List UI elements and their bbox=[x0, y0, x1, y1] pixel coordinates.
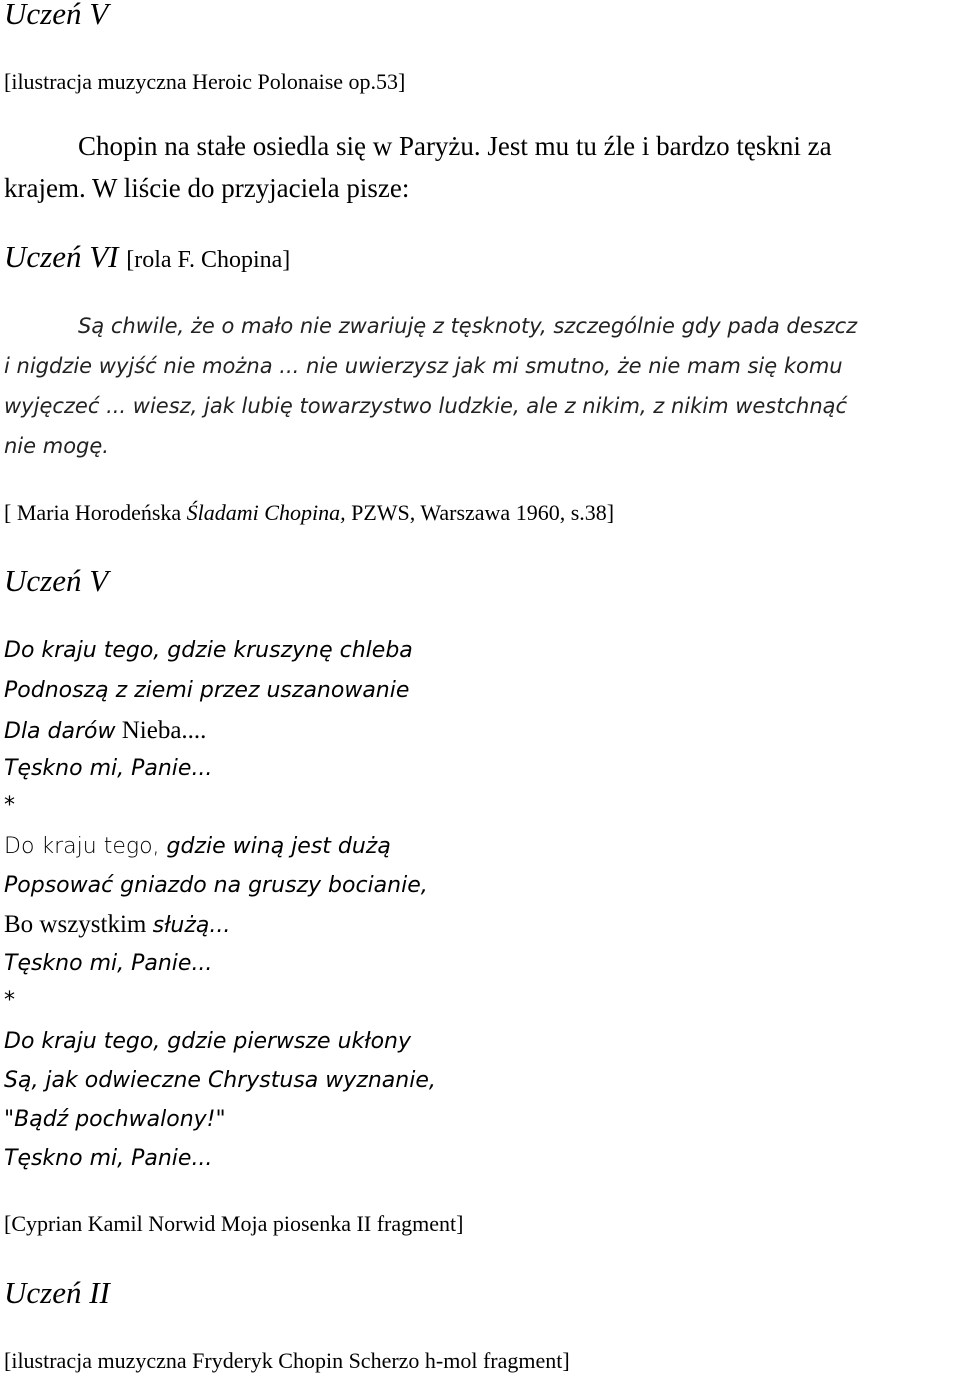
letter-quote-line: i nigdzie wyjść nie można ... nie uwierzysz jak mi smutno, że nie mam się komu bbox=[4, 354, 843, 378]
speaker-role: [rola F. Chopina] bbox=[126, 247, 291, 273]
poem-line: Są, jak odwieczne Chrystusa wyznanie, bbox=[4, 1068, 436, 1093]
poem-fragment: Dla darów bbox=[4, 719, 116, 744]
citation-publisher: PZWS, Warszawa 1960, s.38] bbox=[345, 500, 615, 525]
poem-fragment: służą... bbox=[152, 913, 231, 938]
poem-fragment: Nieba.... bbox=[115, 717, 207, 744]
speaker-heading: Uczeń V bbox=[4, 563, 109, 598]
speaker-heading: Uczeń V bbox=[4, 0, 109, 31]
poem-fragment: Do kraju tego, bbox=[4, 834, 167, 859]
speaker-heading: Uczeń II bbox=[4, 1275, 110, 1310]
letter-quote-line: nie mogę. bbox=[4, 434, 109, 458]
poem-fragment: gdzie winą jest dużą bbox=[166, 834, 391, 859]
poem-line: Do kraju tego, gdzie pierwsze ukłony bbox=[4, 1029, 412, 1054]
poem-refrain: Tęskno mi, Panie... bbox=[4, 1146, 213, 1171]
citation-book-title: Śladami Chopina, bbox=[186, 500, 346, 525]
poem-fragment: Bo wszystkim bbox=[4, 911, 153, 938]
stage-note: [Cyprian Kamil Norwid Moja piosenka II fragment] bbox=[4, 1211, 464, 1236]
stage-note: [ilustracja muzyczna Fryderyk Chopin Scherzo h-mol fragment] bbox=[4, 1348, 570, 1373]
speaker-name: Uczeń VI bbox=[4, 239, 119, 274]
poem-line: Do kraju tego, gdzie kruszynę chleba bbox=[4, 638, 413, 663]
poem-line bbox=[4, 912, 230, 937]
citation bbox=[4, 502, 614, 524]
letter-quote-line: Są chwile, że o mało nie zwariuję z tęsknoty, szczególnie gdy pada deszcz bbox=[78, 314, 858, 338]
stanza-separator: * bbox=[4, 793, 15, 818]
poem-line: Podnoszą z ziemi przez uszanowanie bbox=[4, 678, 410, 703]
poem-line: Popsować gniazdo na gruszy bocianie, bbox=[4, 873, 428, 898]
letter-quote-line: wyjęczeć ... wiesz, jak lubię towarzystwo ludzkie, ale z nikim, z nikim westchnąć bbox=[4, 394, 848, 418]
citation-author: [ Maria Horodeńska bbox=[4, 500, 187, 525]
poem-refrain: Tęskno mi, Panie... bbox=[4, 951, 213, 976]
stanza-separator: * bbox=[4, 988, 15, 1013]
speaker-heading bbox=[4, 241, 290, 272]
poem-line bbox=[4, 718, 206, 743]
poem-line bbox=[4, 836, 391, 858]
poem-line: "Bądź pochwalony!" bbox=[4, 1107, 226, 1132]
poem-refrain: Tęskno mi, Panie... bbox=[4, 756, 213, 781]
narration-line: krajem. W liście do przyjaciela pisze: bbox=[4, 173, 410, 203]
narration-line: Chopin na stałe osiedla się w Paryżu. Jest mu tu źle i bardzo tęskni za bbox=[78, 131, 832, 161]
stage-note: [ilustracja muzyczna Heroic Polonaise op.53] bbox=[4, 69, 406, 94]
